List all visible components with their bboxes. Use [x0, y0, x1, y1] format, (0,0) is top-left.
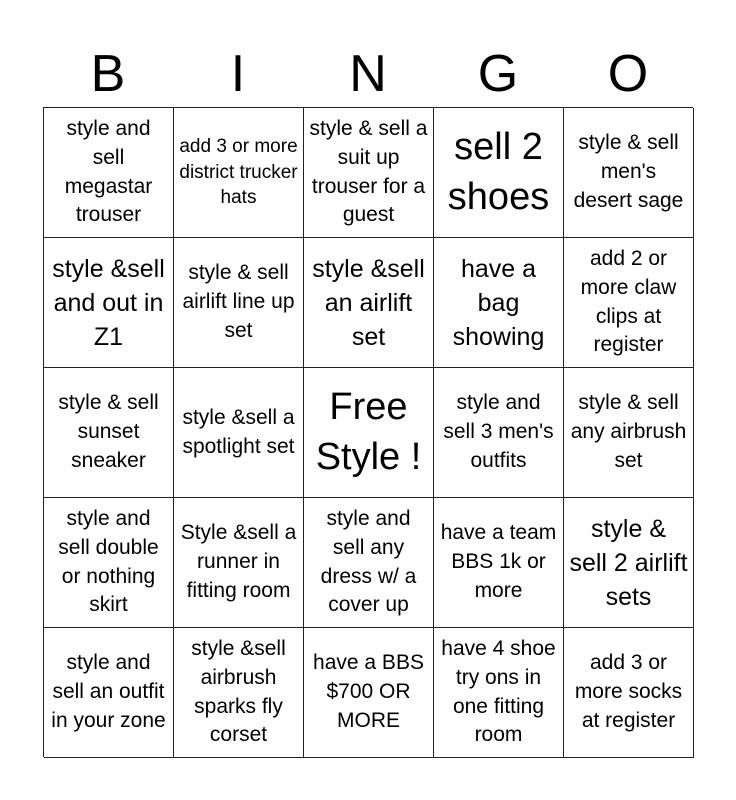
bingo-cell[interactable]: style & sell a suit up trouser for a guest — [304, 108, 434, 238]
header-letter-b: B — [90, 45, 126, 103]
bingo-cell[interactable]: add 2 or more claw clips at register — [564, 238, 694, 368]
bingo-cell[interactable]: style and sell megastar trouser — [44, 108, 174, 238]
bingo-cell[interactable]: style & sell men's desert sage — [564, 108, 694, 238]
bingo-board — [43, 107, 693, 757]
bingo-cell[interactable]: style & sell 2 airlift sets — [564, 498, 694, 628]
header-letter-o: O — [607, 45, 649, 103]
bingo-cell[interactable]: style and sell double or nothing skirt — [44, 498, 174, 628]
bingo-cell[interactable]: style &sell a spotlight set — [174, 368, 304, 498]
header-letter-i: I — [230, 45, 246, 103]
bingo-cell[interactable]: style &sell an airlift set — [304, 238, 434, 368]
bingo-cell[interactable]: have a BBS $700 OR MORE — [304, 628, 434, 758]
bingo-cell[interactable]: style & sell sunset sneaker — [44, 368, 174, 498]
bingo-cell[interactable]: add 3 or more district trucker hats — [174, 108, 304, 238]
bingo-cell[interactable]: Style &sell a runner in fitting room — [174, 498, 304, 628]
bingo-cell[interactable]: style &sell and out in Z1 — [44, 238, 174, 368]
header-letter-g: G — [477, 45, 519, 103]
bingo-cell[interactable]: style & sell airlift line up set — [174, 238, 304, 368]
bingo-cell[interactable]: style & sell any airbrush set — [564, 368, 694, 498]
bingo-cell[interactable]: style and sell an outfit in your zone — [44, 628, 174, 758]
bingo-cell[interactable]: sell 2 shoes — [434, 108, 564, 238]
bingo-cell[interactable]: style and sell any dress w/ a cover up — [304, 498, 434, 628]
free-space-cell[interactable]: Free Style ! — [304, 368, 434, 498]
bingo-cell[interactable]: style and sell 3 men's outfits — [434, 368, 564, 498]
bingo-cell[interactable]: have 4 shoe try ons in one fitting room — [434, 628, 564, 758]
bingo-cell[interactable]: add 3 or more socks at register — [564, 628, 694, 758]
bingo-cell[interactable]: style &sell airbrush sparks fly corset — [174, 628, 304, 758]
bingo-cell[interactable]: have a bag showing — [434, 238, 564, 368]
header-letter-n: N — [349, 45, 387, 103]
bingo-cell[interactable]: have a team BBS 1k or more — [434, 498, 564, 628]
bingo-header — [43, 42, 693, 106]
